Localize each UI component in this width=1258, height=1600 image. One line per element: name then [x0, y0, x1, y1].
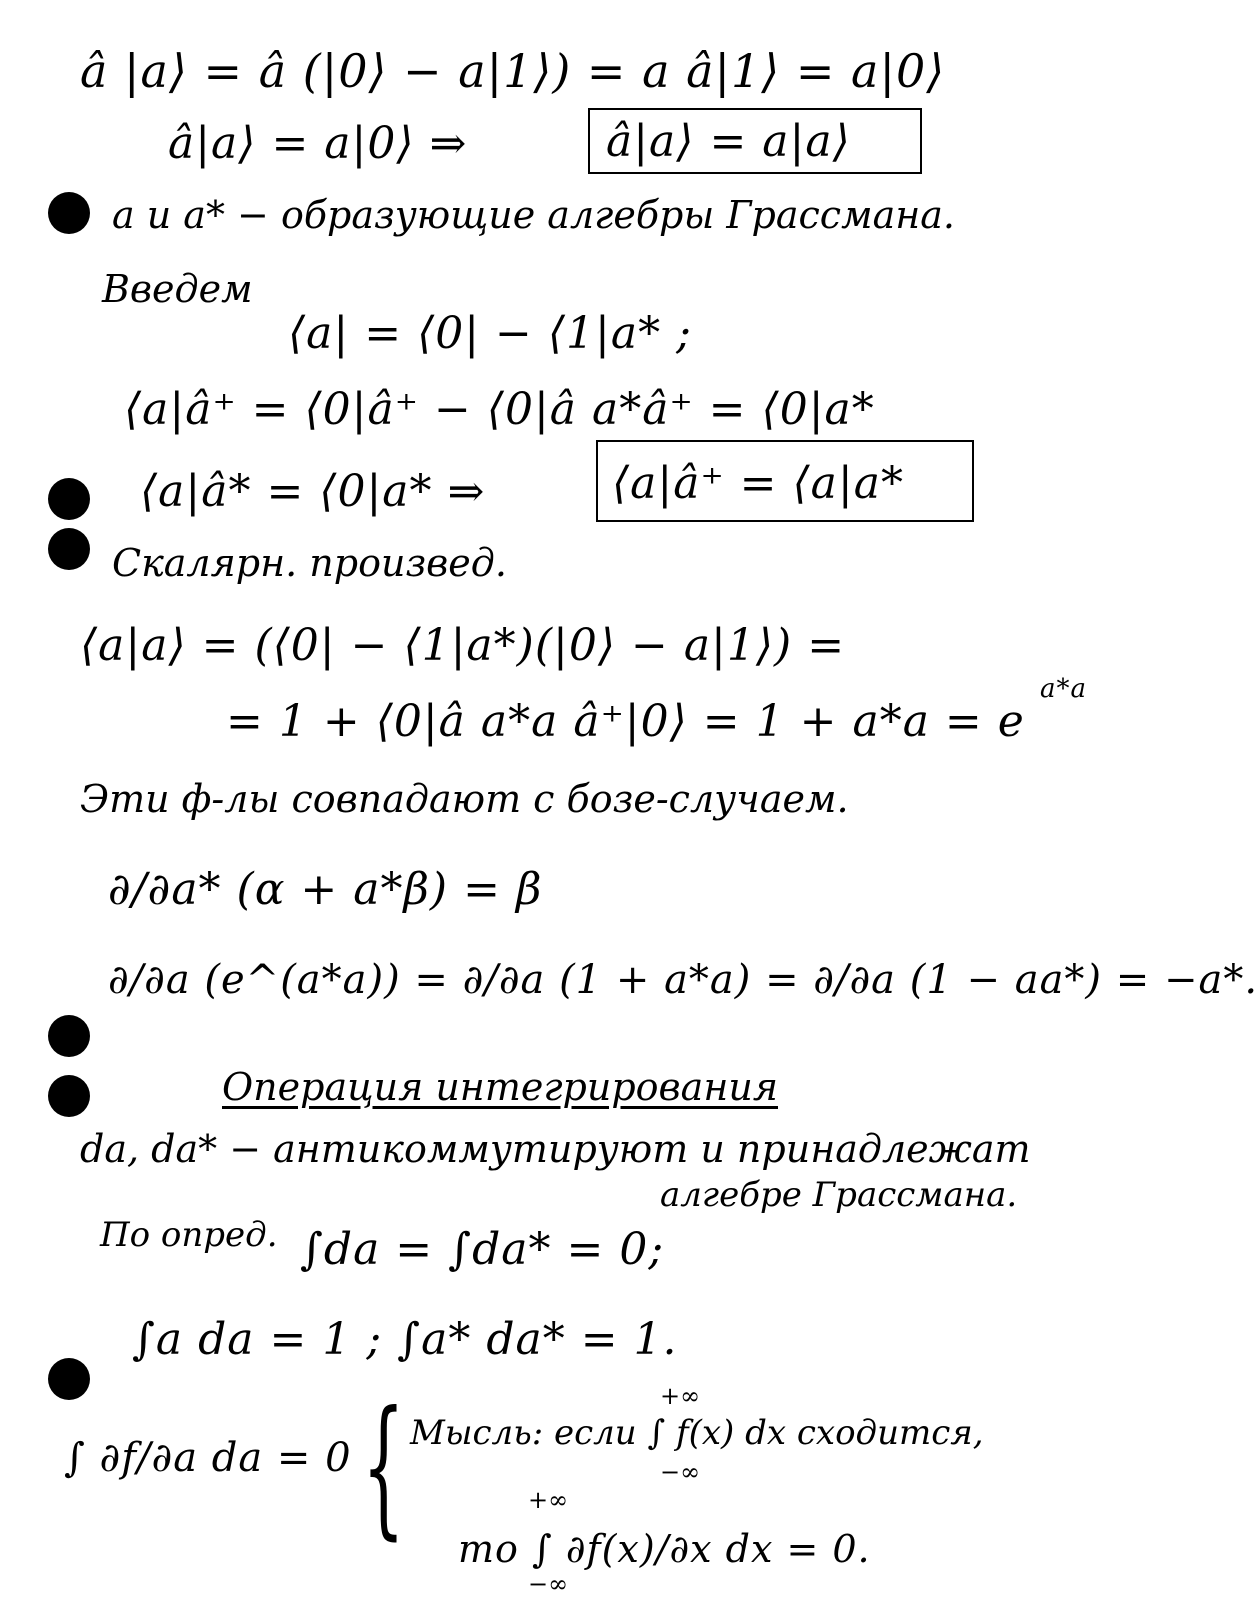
equation-annihilation-result: â|a⟩ = a|0⟩ ⇒: [168, 118, 468, 169]
bullet-2: [48, 478, 90, 520]
equation-integral-limit: то ∫ ∂f(x)/∂x dx = 0.: [458, 1527, 871, 1571]
grassmann-algebra-text: алгебре Грассмана.: [660, 1175, 1018, 1215]
introduce-label: Введем: [102, 267, 253, 311]
integration-heading: Операция интегрирования: [222, 1065, 778, 1109]
equation-bra-result: ⟨a|â* = ⟨0|a* ⇒: [140, 466, 486, 517]
grassmann-generators-text: a и a* − образующие алгебры Грассмана.: [112, 193, 956, 237]
integral-upper-limit-2: +∞: [528, 1486, 569, 1514]
equation-integral-one: ∫a da = 1 ; ∫a* da* = 1.: [132, 1314, 678, 1365]
equation-bra-creation: ⟨a|â⁺ = ⟨0|â⁺ − ⟨0|â a*â⁺ = ⟨0|a*: [124, 384, 875, 435]
idea-text: Мысль: если ∫ f(x) dx сходится,: [410, 1413, 984, 1453]
equation-annihilation: â |a⟩ = â (|0⟩ − a|1⟩) = a â|1⟩ = a|0⟩: [80, 44, 946, 98]
equation-bra-definition: ⟨a| = ⟨0| − ⟨1|a* ;: [288, 308, 692, 359]
anticommute-text: da, da* − антикоммутируют и принадлежат: [80, 1127, 1031, 1171]
bullet-6: [48, 1358, 90, 1400]
by-definition-label: По опред.: [100, 1215, 278, 1255]
curly-brace: {: [362, 1380, 405, 1554]
bullet-3: [48, 528, 90, 570]
equation-integral-zero: ∫da = ∫da* = 0;: [300, 1224, 665, 1275]
equation-scalar-product-result: = 1 + ⟨0|â a*a â⁺|0⟩ = 1 + a*a = e: [226, 696, 1025, 747]
scalar-product-heading: Скалярн. произвед.: [112, 541, 507, 585]
bose-case-text: Эти ф-лы совпадают с бозе-случаем.: [80, 777, 849, 821]
equation-derivative-2: ∂/∂a (e^(a*a)) = ∂/∂a (1 + a*a) = ∂/∂a (1 − aa*) = −a*.: [108, 957, 1258, 1003]
integral-lower-limit-1: −∞: [660, 1458, 701, 1486]
boxed-equation-ket: â|a⟩ = a|a⟩: [606, 116, 851, 167]
bullet-1: [48, 192, 90, 234]
integral-upper-limit-1: +∞: [660, 1382, 701, 1410]
bullet-4: [48, 1015, 90, 1057]
equation-scalar-product: ⟨a|a⟩ = (⟨0| − ⟨1|a*)(|0⟩ − a|1⟩) =: [80, 620, 846, 671]
integral-lower-limit-2: −∞: [528, 1570, 569, 1598]
equation-integral-derivative: ∫ ∂f/∂a da = 0: [64, 1435, 352, 1481]
boxed-equation-bra: ⟨a|â⁺ = ⟨a|a*: [612, 458, 904, 509]
equation-derivative-1: ∂/∂a* (α + a*β) = β: [108, 864, 543, 915]
exponent-sup: a*a: [1040, 674, 1088, 704]
bullet-5: [48, 1075, 90, 1117]
